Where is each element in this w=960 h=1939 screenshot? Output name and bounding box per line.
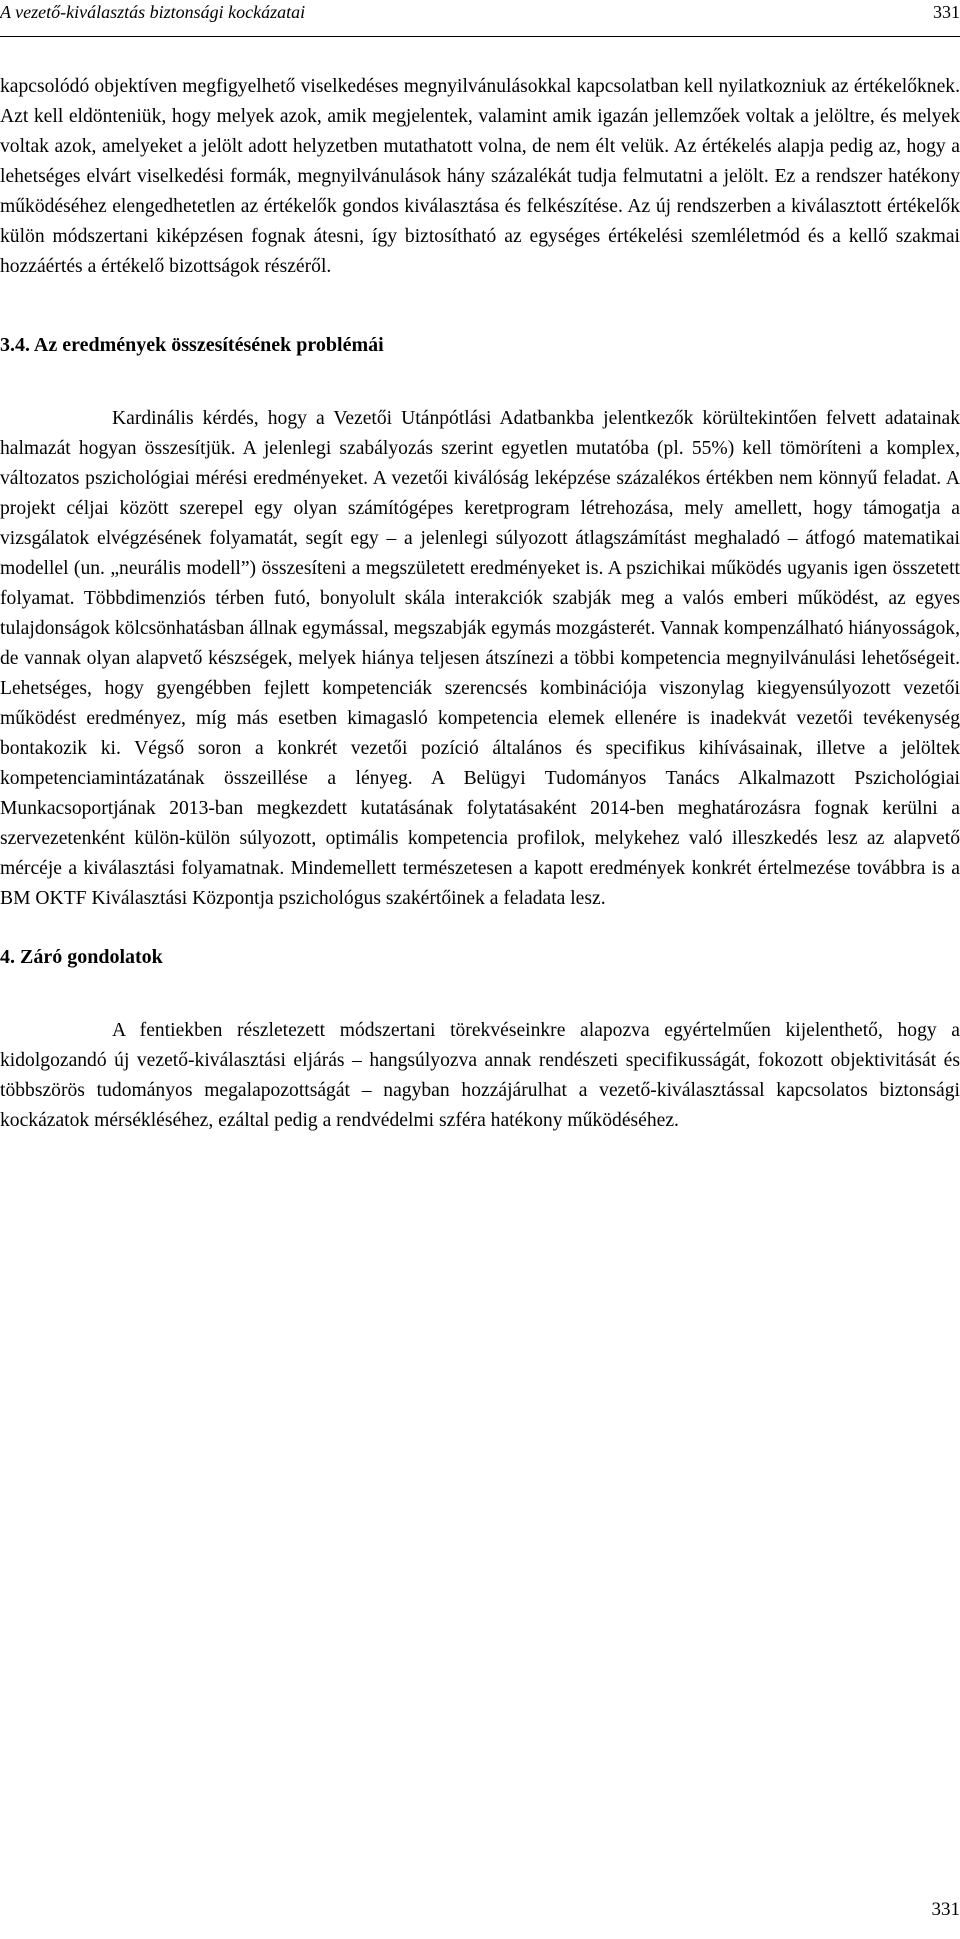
body-paragraph: kapcsolódó objektíven megfigyelhető viselkedéses megnyilvánulásokkal kapcsolatban kell nyilatkozniuk az értékelőknek. Azt kell eldönteniük, hogy melyek azok, amik megjelentek, valamint amik igazán jellemzőek voltak a jelöltre, és melyek voltak azok, amelyeket a jelölt adott helyzetben mutathatott volna, de nem élt velük. Az értékelés alapja pedig az, hogy a lehetséges elvárt viselkedési formák, megnyilvánulások hány százalékát tudja felmutatni a jelölt. Ez a rendszer hatékony működéséhez elengedhetetlen az értékelők gondos kiválasztása és felkészítése. Az új rendszerben a kiválasztott értékelők külön módszertani kiképzésen fognak átesni, így biztosítható az egységes értékelési szemléletmód és a kellő szakmai hozzáértés a értékelő bizottságok részéről. (0, 76, 960, 277)
header-page-number: 331 (933, 2, 960, 22)
section-heading: 3.4. Az eredmények összesítésének problémái (0, 334, 384, 356)
section-heading: 4. Záró gondolatok (0, 946, 163, 968)
running-header (0, 0, 960, 37)
running-title: A vezető-kiválasztás biztonsági kockázatai (0, 2, 306, 22)
body-paragraph: Kardinális kérdés, hogy a Vezetői Utánpótlási Adatbankba jelentkezők körültekintően felvett adatainak halmazát hogyan összesítjük. A jelenlegi szabályozás szerint egyetlen mutatóba (pl. 55%) kell tömöríteni a komplex, változatos pszichológiai mérési eredményeket. A vezetői kiválóság leképzése százalékos értékben nem könnyű feladat. A projekt céljai között szerepel egy olyan számítógépes keretprogram létrehozása, mely amellett, hogy támogatja a vizsgálatok elvégzésének folyamatát, segít egy – a jelenlegi súlyozott átlagszámítást meghaladó – átfogó matematikai modellel (un. „neurális modell”) összesíteni a megszületett eredményeket is. A pszichikai működés ugyanis igen összetett folyamat. Többdimenziós térben futó, bonyolult skála interakciók szabják meg a valós emberi működést, az egyes tulajdonságok kölcsönhatásban állnak egymással, megszabják egymás mozgásterét. Vannak kompenzálható hiányosságok, de vannak olyan alapvető készségek, melyek hiánya teljesen átszínezi a többi kompetencia megnyilvánulási lehetőségeit. Lehetséges, hogy gyengébben fejlett kompetenciák szerencsés kombinációja viszonylag kiegyensúlyozott vezetői működést eredményez, míg más esetben kimagasló kompetencia elemek ellenére is inadekvát vezetői tevékenység bontakozik ki. Végső soron a konkrét vezetői pozíció általános és specifikus kihívásainak, illetve a jelöltek kompetenciamintázatának összeillése a lényeg. A Belügyi Tudományos Tanács Alkalmazott Pszichológiai Munkacsoportjának 2013-ban megkezdett kutatásának folytatásaként 2014-ben meghatározásra fognak kerülni a szervezetenként külön-külön súlyozott, optimális kompetencia profilok, melykehez való illeszkedés lesz az alapvető mércéje a kiválasztási folyamatnak. Mindemellett természetesen a kapott eredmények konkrét értelmezése továbbra is a BM OKTF Kiválasztási Központja pszichológus szakértőinek a feladata lesz. (0, 408, 960, 909)
footer-page-number: 331 (931, 1899, 960, 1920)
page-content (0, 72, 960, 1136)
body-paragraph: A fentiekben részletezett módszertani törekvéseinkre alapozva egyértelműen kijelenthető, hogy a kidolgozandó új vezető-kiválasztási eljárás – hangsúlyozva annak rendészeti specifikusságát, fokozott objektivitását és többszörös tudományos megalapozottságát – nagyban hozzájárulhat a vezető-kiválasztással kapcsolatos biztonsági kockázatok mérsékléséhez, ezáltal pedig a rendvédelmi szféra hatékony működéséhez. (0, 1020, 960, 1131)
